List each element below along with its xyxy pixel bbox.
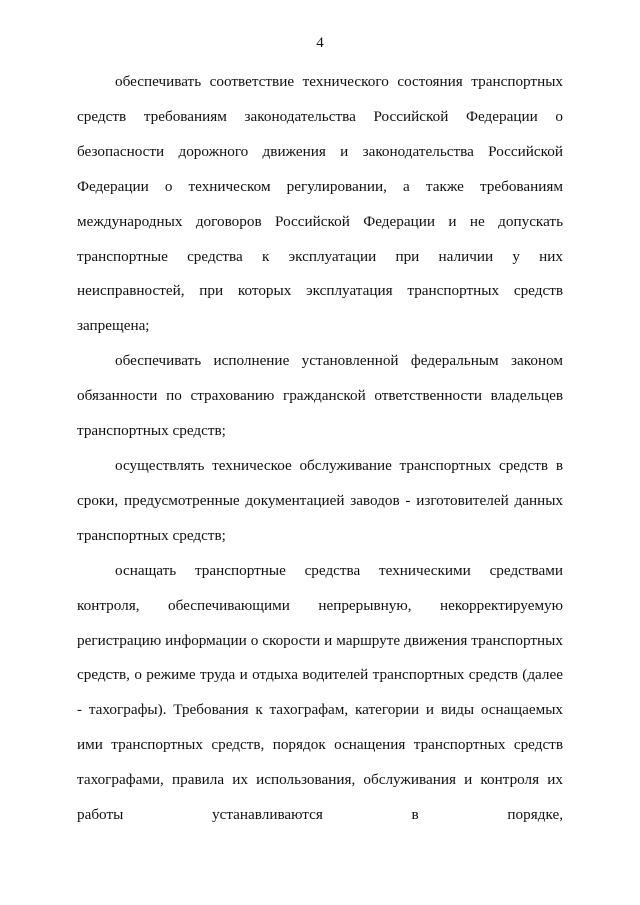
body-text xyxy=(77,65,563,833)
page-number: 4 xyxy=(316,35,324,51)
paragraph: обеспечивать соответствие технического состояния транспортных средств требованиям законодательства Российской Федерации о безопасности дорожного движения и законодательства Российской Федерации о техническом регулировании, а также требованиям международных договоров Российской Федерации и не допускать транспортные средства к эксплуатации при наличии у них неисправностей, при которых эксплуатация транспортных средств запрещена; xyxy=(77,73,563,335)
paragraph: осуществлять техническое обслуживание транспортных средств в сроки, предусмотренные документацией заводов - изготовителей данных транспортных средств; xyxy=(77,456,563,544)
paragraph-last-continued: оснащать транспортные средства техническими средствами контроля, обеспечивающими непрерывную, некорректируемую регистрацию информации о скорости и маршруте движения транспортных средств, о режиме труда и отдыха водителей транспортных средств (далее - тахографы). Требования к тахографам, категории и виды оснащаемых ими транспортных средств, порядок оснащения транспортных средств тахографами, правила их использования, обслуживания и контроля их работы устанавливаются в порядке, xyxy=(77,561,563,824)
paragraph: обеспечивать исполнение установленной федеральным законом обязанности по страхованию гражданской ответственности владельцев транспортных средств; xyxy=(77,352,563,440)
